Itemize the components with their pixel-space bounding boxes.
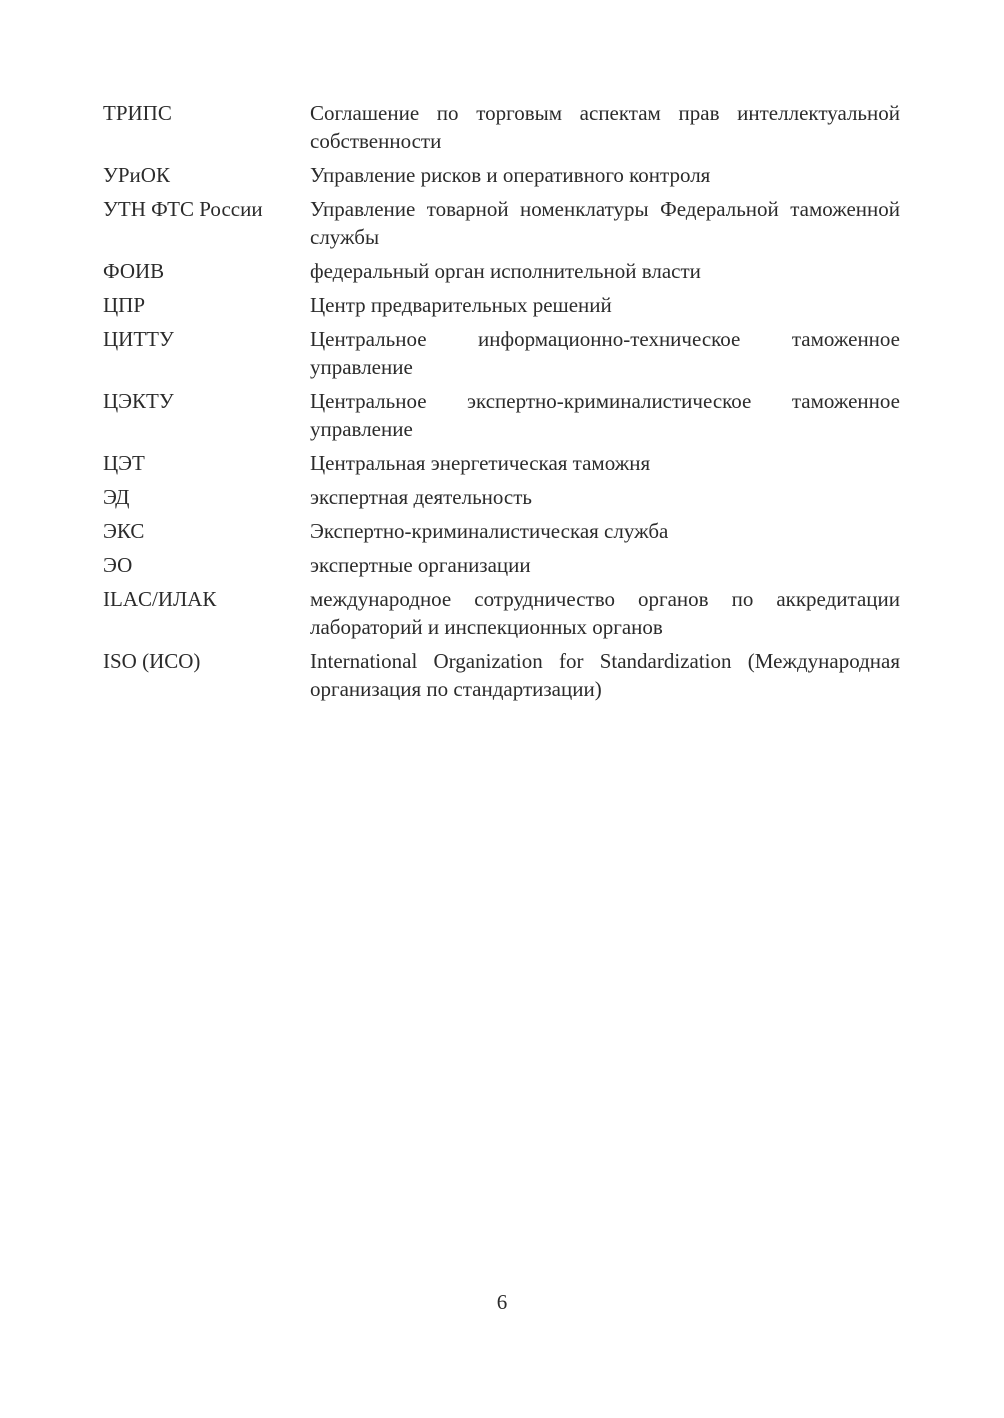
abbreviation-row <box>103 387 900 443</box>
abbreviation-definition: экспертная деятельность <box>310 485 532 509</box>
abbreviation-row <box>103 517 900 545</box>
abbreviation-definition: Экспертно-криминалистическая служба <box>310 519 669 543</box>
abbreviation-definition: Центральная энергетическая таможня <box>310 451 651 475</box>
abbreviation-definition: International Organization for Standardization (Международная организация по стандартизации) <box>310 649 900 701</box>
abbreviation-list <box>103 99 900 709</box>
abbreviation-definition: Управление рисков и оперативного контроля <box>310 163 711 187</box>
abbreviation-term: ЦПР <box>103 293 146 317</box>
abbreviation-term: ЦЭТ <box>103 451 145 475</box>
abbreviation-term: УРиОК <box>103 163 170 187</box>
abbreviation-term: ISO (ИСО) <box>103 649 201 673</box>
abbreviation-definition: Управление товарной номенклатуры Федеральной таможенной службы <box>310 197 900 249</box>
abbreviation-term: ФОИВ <box>103 259 165 283</box>
abbreviation-definition: Центральное экспертно-криминалистическое таможенное управление <box>310 389 900 441</box>
abbreviation-term: ILAC/ИЛАК <box>103 587 217 611</box>
abbreviation-definition: Центральное информационно-техническое таможенное управление <box>310 327 900 379</box>
abbreviation-definition: международное сотрудничество органов по аккредитации лабораторий и инспекционных органов <box>310 587 900 639</box>
abbreviation-row <box>103 585 900 641</box>
abbreviation-row <box>103 99 900 155</box>
abbreviation-term: ТРИПС <box>103 101 172 125</box>
page-number: 6 <box>496 1290 508 1314</box>
abbreviation-row <box>103 449 900 477</box>
abbreviation-row <box>103 551 900 579</box>
abbreviation-term: ЭКС <box>103 519 145 543</box>
abbreviation-term: ЦИТТУ <box>103 327 174 351</box>
abbreviation-term: ЭД <box>103 485 130 509</box>
abbreviation-definition: Центр предварительных решений <box>310 293 612 317</box>
abbreviation-definition: экспертные организации <box>310 553 531 577</box>
abbreviation-row <box>103 325 900 381</box>
abbreviation-term: УТН ФТС России <box>103 197 263 221</box>
abbreviation-term: ЭО <box>103 553 133 577</box>
abbreviation-row <box>103 161 900 189</box>
abbreviation-row <box>103 195 900 251</box>
abbreviation-row <box>103 291 900 319</box>
abbreviation-row <box>103 483 900 511</box>
abbreviation-row <box>103 647 900 703</box>
abbreviation-term: ЦЭКТУ <box>103 389 174 413</box>
abbreviation-row <box>103 257 900 285</box>
abbreviation-definition: Соглашение по торговым аспектам прав интеллектуальной собственности <box>310 101 900 153</box>
abbreviation-definition: федеральный орган исполнительной власти <box>310 259 701 283</box>
